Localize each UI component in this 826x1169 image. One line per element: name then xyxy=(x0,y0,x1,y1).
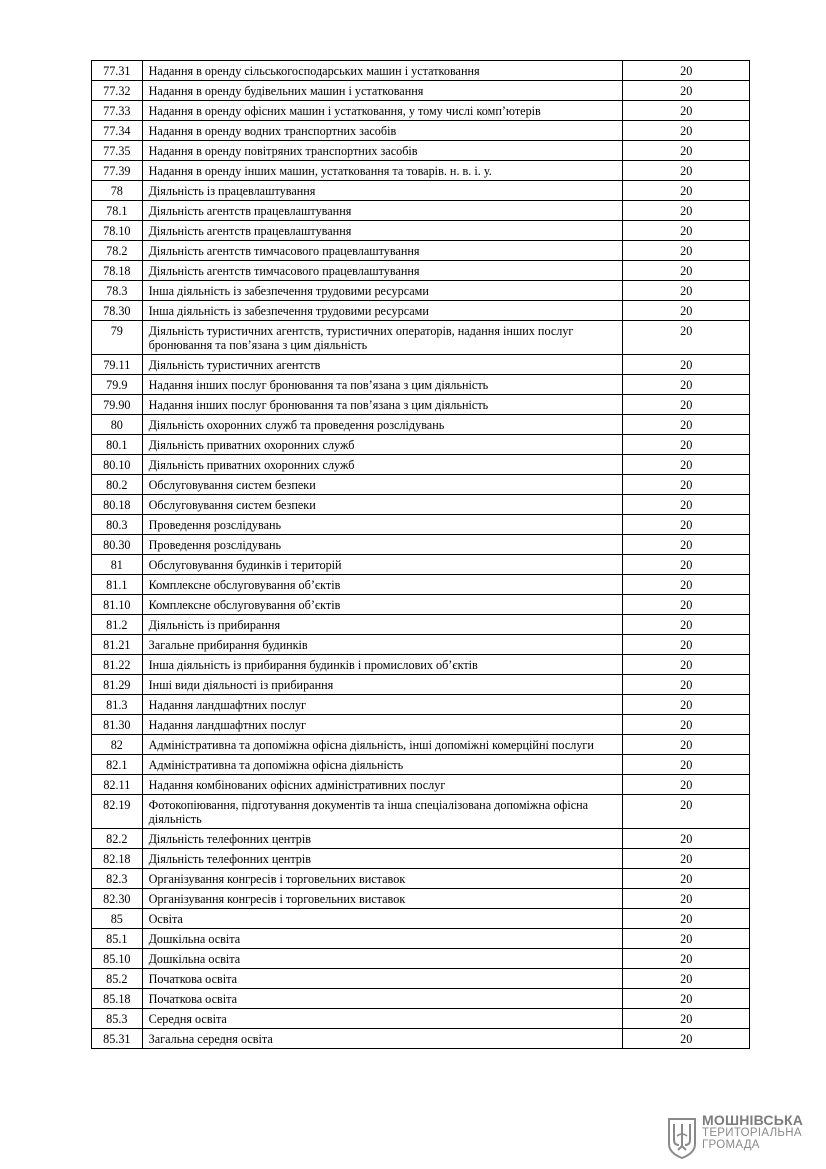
activity-name-cell: Проведення розслідувань xyxy=(142,535,623,555)
table-row xyxy=(92,435,750,455)
trident-emblem-icon xyxy=(666,1116,698,1160)
table-row xyxy=(92,969,750,989)
table-row xyxy=(92,415,750,435)
rate-cell: 20 xyxy=(623,261,750,281)
activity-name-cell: Комплексне обслуговування об’єктів xyxy=(142,575,623,595)
activity-code-cell: 81.1 xyxy=(92,575,143,595)
activity-code-cell: 82.11 xyxy=(92,775,143,795)
activity-name-cell: Діяльність агентств тимчасового працевлаштування xyxy=(142,241,623,261)
activity-name-cell: Діяльність із працевлаштування xyxy=(142,181,623,201)
activity-name-cell: Обслуговування будинків і територій xyxy=(142,555,623,575)
activity-name-cell: Діяльність телефонних центрів xyxy=(142,829,623,849)
rate-cell: 20 xyxy=(623,301,750,321)
activity-code-cell: 82 xyxy=(92,735,143,755)
activity-code-cell: 85.18 xyxy=(92,989,143,1009)
activity-name-cell: Надання інших послуг бронювання та пов’язана з цим діяльність xyxy=(142,395,623,415)
activity-code-cell: 79.9 xyxy=(92,375,143,395)
table-row xyxy=(92,355,750,375)
rate-cell: 20 xyxy=(623,515,750,535)
rate-cell: 20 xyxy=(623,415,750,435)
table-row xyxy=(92,1009,750,1029)
rate-cell: 20 xyxy=(623,1009,750,1029)
table-row xyxy=(92,695,750,715)
activity-name-cell: Загальне прибирання будинків xyxy=(142,635,623,655)
rate-cell: 20 xyxy=(623,61,750,81)
table-row xyxy=(92,475,750,495)
rate-cell: 20 xyxy=(623,695,750,715)
activity-name-cell: Надання в оренду будівельних машин і устатковання xyxy=(142,81,623,101)
activity-name-cell: Організування конгресів і торговельних виставок xyxy=(142,869,623,889)
activity-code-cell: 78 xyxy=(92,181,143,201)
table-row xyxy=(92,949,750,969)
rate-cell: 20 xyxy=(623,929,750,949)
logo-text xyxy=(702,1114,803,1152)
logo-subtitle-1: ТЕРИТОРІАЛЬНА xyxy=(702,1126,802,1139)
rate-cell: 20 xyxy=(623,121,750,141)
rate-cell: 20 xyxy=(623,735,750,755)
activity-code-cell: 77.33 xyxy=(92,101,143,121)
activity-name-cell: Надання в оренду інших машин, устатковання та товарів. н. в. і. у. xyxy=(142,161,623,181)
activity-code-cell: 81.21 xyxy=(92,635,143,655)
community-logo xyxy=(666,1114,816,1162)
rate-cell: 20 xyxy=(623,375,750,395)
activity-name-cell: Надання ландшафтних послуг xyxy=(142,715,623,735)
activity-name-cell: Діяльність із прибирання xyxy=(142,615,623,635)
rate-cell: 20 xyxy=(623,989,750,1009)
activity-name-cell: Інша діяльність із прибирання будинків і промислових об’єктів xyxy=(142,655,623,675)
activity-rates-table xyxy=(91,60,750,1049)
activity-name-cell: Адміністративна та допоміжна офісна діяльність xyxy=(142,755,623,775)
activity-code-cell: 77.32 xyxy=(92,81,143,101)
table-row xyxy=(92,675,750,695)
table-row xyxy=(92,161,750,181)
table-row xyxy=(92,81,750,101)
activity-name-cell: Надання ландшафтних послуг xyxy=(142,695,623,715)
activity-code-cell: 85.1 xyxy=(92,929,143,949)
activity-code-cell: 85 xyxy=(92,909,143,929)
activity-code-cell: 81 xyxy=(92,555,143,575)
rate-cell: 20 xyxy=(623,715,750,735)
activity-name-cell: Діяльність агентств працевлаштування xyxy=(142,201,623,221)
rate-cell: 20 xyxy=(623,535,750,555)
activity-code-cell: 85.2 xyxy=(92,969,143,989)
activity-code-cell: 81.10 xyxy=(92,595,143,615)
rate-cell: 20 xyxy=(623,595,750,615)
rate-cell: 20 xyxy=(623,555,750,575)
table-row xyxy=(92,655,750,675)
rate-cell: 20 xyxy=(623,475,750,495)
activity-name-cell: Діяльність приватних охоронних служб xyxy=(142,455,623,475)
activity-code-cell: 79.90 xyxy=(92,395,143,415)
activity-code-cell: 80 xyxy=(92,415,143,435)
activity-code-cell: 80.2 xyxy=(92,475,143,495)
activity-code-cell: 78.1 xyxy=(92,201,143,221)
rate-cell: 20 xyxy=(623,455,750,475)
activity-name-cell: Дошкільна освіта xyxy=(142,929,623,949)
table-body xyxy=(92,61,750,1049)
activity-name-cell: Дошкільна освіта xyxy=(142,949,623,969)
table-row xyxy=(92,555,750,575)
rate-cell: 20 xyxy=(623,969,750,989)
table-row xyxy=(92,281,750,301)
activity-code-cell: 80.10 xyxy=(92,455,143,475)
rate-cell: 20 xyxy=(623,221,750,241)
rate-cell: 20 xyxy=(623,495,750,515)
activity-code-cell: 77.39 xyxy=(92,161,143,181)
rate-cell: 20 xyxy=(623,321,750,355)
activity-code-cell: 85.10 xyxy=(92,949,143,969)
activity-code-cell: 78.10 xyxy=(92,221,143,241)
rate-cell: 20 xyxy=(623,755,750,775)
activity-name-cell: Надання інших послуг бронювання та пов’язана з цим діяльність xyxy=(142,375,623,395)
table-row xyxy=(92,375,750,395)
activity-name-cell: Інша діяльність із забезпечення трудовими ресурсами xyxy=(142,281,623,301)
table-row xyxy=(92,61,750,81)
activity-name-cell: Інша діяльність із забезпечення трудовими ресурсами xyxy=(142,301,623,321)
activity-code-cell: 80.1 xyxy=(92,435,143,455)
rate-cell: 20 xyxy=(623,869,750,889)
activity-code-cell: 82.1 xyxy=(92,755,143,775)
activity-name-cell: Інші види діяльності із прибирання xyxy=(142,675,623,695)
activity-code-cell: 81.2 xyxy=(92,615,143,635)
activity-code-cell: 80.3 xyxy=(92,515,143,535)
table-row xyxy=(92,535,750,555)
table-row xyxy=(92,575,750,595)
table-row xyxy=(92,1029,750,1049)
rate-cell: 20 xyxy=(623,81,750,101)
table-row xyxy=(92,321,750,355)
activity-code-cell: 78.3 xyxy=(92,281,143,301)
table-row xyxy=(92,515,750,535)
rate-cell: 20 xyxy=(623,395,750,415)
table-row xyxy=(92,455,750,475)
table-row xyxy=(92,869,750,889)
table-row xyxy=(92,101,750,121)
activity-code-cell: 77.34 xyxy=(92,121,143,141)
activity-name-cell: Надання комбінованих офісних адміністративних послуг xyxy=(142,775,623,795)
activity-code-cell: 81.22 xyxy=(92,655,143,675)
table-row xyxy=(92,715,750,735)
rate-cell: 20 xyxy=(623,795,750,829)
table-row xyxy=(92,635,750,655)
rate-cell: 20 xyxy=(623,1029,750,1049)
rate-cell: 20 xyxy=(623,909,750,929)
table-row xyxy=(92,735,750,755)
activity-name-cell: Середня освіта xyxy=(142,1009,623,1029)
table-row xyxy=(92,989,750,1009)
activity-name-cell: Діяльність телефонних центрів xyxy=(142,849,623,869)
activity-name-cell: Діяльність туристичних агентств, туристичних операторів, надання інших послуг бронювання та пов’язана з цим діяльність xyxy=(142,321,623,355)
activity-code-cell: 79.11 xyxy=(92,355,143,375)
logo-subtitle-2: ГРОМАДА xyxy=(702,1139,760,1151)
activity-name-cell: Діяльність приватних охоронних служб xyxy=(142,435,623,455)
rate-cell: 20 xyxy=(623,241,750,261)
rate-cell: 20 xyxy=(623,161,750,181)
rate-cell: 20 xyxy=(623,849,750,869)
activity-code-cell: 85.3 xyxy=(92,1009,143,1029)
table-row xyxy=(92,301,750,321)
activity-code-cell: 82.2 xyxy=(92,829,143,849)
activity-name-cell: Фотокопіювання, підготування документів та інша спеціалізована допоміжна офісна діяльність xyxy=(142,795,623,829)
rate-cell: 20 xyxy=(623,655,750,675)
rate-cell: 20 xyxy=(623,435,750,455)
table-row xyxy=(92,241,750,261)
activity-code-cell: 78.18 xyxy=(92,261,143,281)
table-row xyxy=(92,849,750,869)
activity-name-cell: Обслуговування систем безпеки xyxy=(142,495,623,515)
logo-title: МОШНІВСЬКА xyxy=(702,1112,804,1128)
table-row xyxy=(92,221,750,241)
rate-cell: 20 xyxy=(623,281,750,301)
activity-code-cell: 78.30 xyxy=(92,301,143,321)
activity-name-cell: Адміністративна та допоміжна офісна діяльність, інші допоміжні комерційні послуги xyxy=(142,735,623,755)
rate-cell: 20 xyxy=(623,775,750,795)
table-row xyxy=(92,775,750,795)
activity-name-cell: Початкова освіта xyxy=(142,989,623,1009)
rate-cell: 20 xyxy=(623,101,750,121)
activity-name-cell: Діяльність туристичних агентств xyxy=(142,355,623,375)
table-row xyxy=(92,595,750,615)
table-row xyxy=(92,261,750,281)
rate-cell: 20 xyxy=(623,181,750,201)
activity-name-cell: Початкова освіта xyxy=(142,969,623,989)
activity-code-cell: 80.30 xyxy=(92,535,143,555)
activity-code-cell: 82.19 xyxy=(92,795,143,829)
rate-cell: 20 xyxy=(623,201,750,221)
table-row xyxy=(92,121,750,141)
table-row xyxy=(92,755,750,775)
activity-name-cell: Діяльність охоронних служб та проведення розслідувань xyxy=(142,415,623,435)
activity-name-cell: Організування конгресів і торговельних виставок xyxy=(142,889,623,909)
rate-cell: 20 xyxy=(623,141,750,161)
activity-code-cell: 81.29 xyxy=(92,675,143,695)
rate-cell: 20 xyxy=(623,675,750,695)
table-row xyxy=(92,889,750,909)
activity-name-cell: Надання в оренду повітряних транспортних засобів xyxy=(142,141,623,161)
activity-name-cell: Освіта xyxy=(142,909,623,929)
activity-name-cell: Надання в оренду сільськогосподарських машин і устатковання xyxy=(142,61,623,81)
rate-cell: 20 xyxy=(623,355,750,375)
activity-name-cell: Обслуговування систем безпеки xyxy=(142,475,623,495)
activity-name-cell: Надання в оренду офісних машин і устатковання, у тому числі комп’ютерів xyxy=(142,101,623,121)
activity-name-cell: Діяльність агентств тимчасового працевлаштування xyxy=(142,261,623,281)
activity-name-cell: Комплексне обслуговування об’єктів xyxy=(142,595,623,615)
rate-cell: 20 xyxy=(623,575,750,595)
activity-code-cell: 82.3 xyxy=(92,869,143,889)
rate-cell: 20 xyxy=(623,889,750,909)
activity-code-cell: 80.18 xyxy=(92,495,143,515)
activity-name-cell: Надання в оренду водних транспортних засобів xyxy=(142,121,623,141)
table-row xyxy=(92,909,750,929)
activity-code-cell: 82.30 xyxy=(92,889,143,909)
rate-cell: 20 xyxy=(623,949,750,969)
activity-code-cell: 85.31 xyxy=(92,1029,143,1049)
activity-code-cell: 79 xyxy=(92,321,143,355)
table-row xyxy=(92,829,750,849)
rate-cell: 20 xyxy=(623,829,750,849)
table-row xyxy=(92,181,750,201)
activity-name-cell: Діяльність агентств працевлаштування xyxy=(142,221,623,241)
table-row xyxy=(92,495,750,515)
table-row xyxy=(92,141,750,161)
table-row xyxy=(92,201,750,221)
table-row xyxy=(92,615,750,635)
activity-code-cell: 77.35 xyxy=(92,141,143,161)
rate-cell: 20 xyxy=(623,615,750,635)
rate-cell: 20 xyxy=(623,635,750,655)
activity-code-cell: 81.30 xyxy=(92,715,143,735)
table-row xyxy=(92,395,750,415)
activity-code-cell: 81.3 xyxy=(92,695,143,715)
table-row xyxy=(92,795,750,829)
activity-code-cell: 82.18 xyxy=(92,849,143,869)
activity-name-cell: Проведення розслідувань xyxy=(142,515,623,535)
activity-code-cell: 78.2 xyxy=(92,241,143,261)
activity-code-cell: 77.31 xyxy=(92,61,143,81)
activity-name-cell: Загальна середня освіта xyxy=(142,1029,623,1049)
table-row xyxy=(92,929,750,949)
